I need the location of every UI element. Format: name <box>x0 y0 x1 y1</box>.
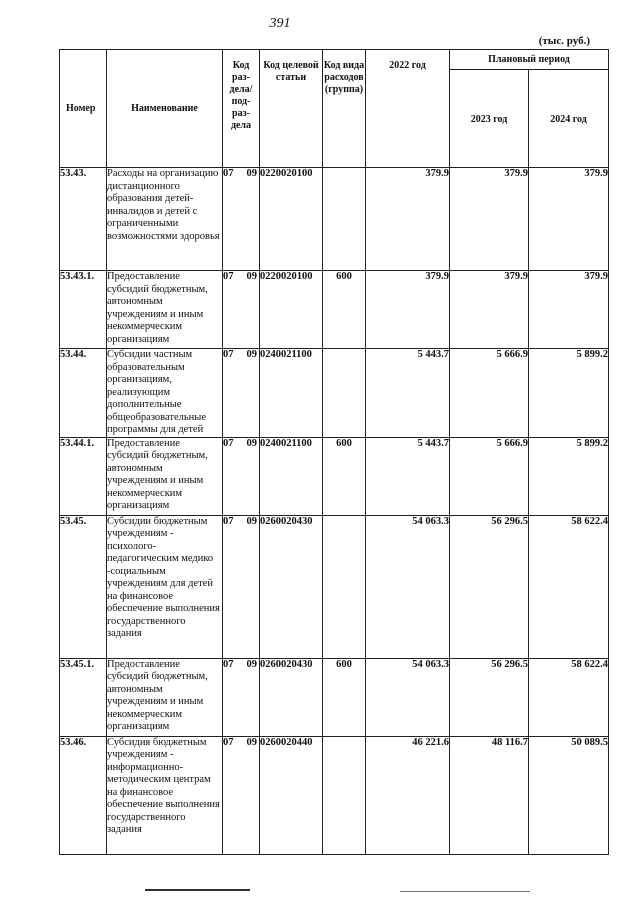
row-target-code: 0220020100 <box>260 168 323 271</box>
row-amount-2023: 5 666.9 <box>450 437 529 515</box>
row-amount-2023: 56 296.5 <box>450 515 529 658</box>
row-amount-2024: 379.9 <box>529 271 609 349</box>
subsection-code: 09 <box>246 515 257 527</box>
row-amount-2022: 54 063.3 <box>366 658 450 736</box>
row-amount-2024: 5 899.2 <box>529 437 609 515</box>
header-2023: 2023 год <box>450 70 529 168</box>
row-target-code: 0240021100 <box>260 437 323 515</box>
row-amount-2024: 50 089.5 <box>529 736 609 854</box>
row-section-code <box>223 658 260 736</box>
table-row <box>60 168 609 271</box>
row-number: 53.44. <box>60 349 107 438</box>
units-label: (тыс. руб.) <box>538 35 590 47</box>
subsection-code: 09 <box>246 658 257 670</box>
row-target-code: 0260020430 <box>260 515 323 658</box>
subsection-code: 09 <box>246 271 257 282</box>
row-number: 53.46. <box>60 736 107 854</box>
subsection-code: 09 <box>246 437 257 449</box>
row-target-code: 0240021100 <box>260 349 323 438</box>
row-name: Расходы на организацию дистанционного образования детей-инвалидов и детей с ограниченными возможностями здоровья <box>107 168 223 271</box>
row-amount-2023: 379.9 <box>450 271 529 349</box>
row-amount-2024: 58 622.4 <box>529 658 609 736</box>
footer-rule <box>145 889 250 891</box>
row-amount-2024: 379.9 <box>529 168 609 271</box>
header-kind: Код вида расходов (группа) <box>323 50 366 168</box>
row-amount-2022: 54 063.3 <box>366 515 450 658</box>
table-row <box>60 736 609 854</box>
row-section-code <box>223 349 260 438</box>
row-section-code <box>223 437 260 515</box>
header-target: Код целевой статьи <box>260 50 323 168</box>
section-code: 07 <box>223 658 234 670</box>
section-code: 07 <box>223 437 234 449</box>
row-amount-2023: 48 116.7 <box>450 736 529 854</box>
row-name: Субсидии бюджетным учреждениям - психолого-педагогическим медико -социальным учреждениям для детей на финансовое обеспечение выполнения государственного задания <box>107 515 223 658</box>
header-section: Код раз-дела/ под-раз-дела <box>223 50 260 168</box>
table-row <box>60 658 609 736</box>
header-name: Наименование <box>107 50 223 168</box>
row-name: Предоставление субсидий бюджетным, автономным учреждениям и иным некоммерческим организациям <box>107 658 223 736</box>
row-amount-2023: 5 666.9 <box>450 349 529 438</box>
header-2024: 2024 год <box>529 70 609 168</box>
row-expense-kind <box>323 515 366 658</box>
row-amount-2022: 5 443.7 <box>366 349 450 438</box>
section-code: 07 <box>223 168 234 179</box>
section-code: 07 <box>223 271 234 282</box>
row-target-code: 0220020100 <box>260 271 323 349</box>
section-code: 07 <box>223 349 234 360</box>
row-amount-2024: 58 622.4 <box>529 515 609 658</box>
table-row <box>60 349 609 438</box>
subsection-code: 09 <box>246 168 257 179</box>
row-amount-2024: 5 899.2 <box>529 349 609 438</box>
row-name: Субсидии частным образовательным организациям, реализующим дополнительные общеобразовательные программы для детей <box>107 349 223 438</box>
row-expense-kind <box>323 168 366 271</box>
row-expense-kind <box>323 349 366 438</box>
row-amount-2023: 379.9 <box>450 168 529 271</box>
table-row <box>60 515 609 658</box>
section-code: 07 <box>223 736 234 748</box>
row-name: Субсидия бюджетным учреждениям - информационно-методическим центрам на финансовое обеспечение выполнения государственного задания <box>107 736 223 854</box>
row-section-code <box>223 515 260 658</box>
table-row <box>60 271 609 349</box>
row-expense-kind <box>323 736 366 854</box>
row-number: 53.44.1. <box>60 437 107 515</box>
row-amount-2022: 5 443.7 <box>366 437 450 515</box>
row-amount-2023: 56 296.5 <box>450 658 529 736</box>
header-row-top <box>60 50 609 70</box>
row-number: 53.45. <box>60 515 107 658</box>
row-target-code: 0260020440 <box>260 736 323 854</box>
row-number: 53.43. <box>60 168 107 271</box>
subsection-code: 09 <box>246 736 257 748</box>
table-row <box>60 437 609 515</box>
row-section-code <box>223 168 260 271</box>
row-target-code: 0260020430 <box>260 658 323 736</box>
subsection-code: 09 <box>246 349 257 360</box>
row-name: Предоставление субсидий бюджетным, автономным учреждениям и иным некоммерческим организациям <box>107 437 223 515</box>
row-expense-kind: 600 <box>323 437 366 515</box>
row-section-code <box>223 736 260 854</box>
row-section-code <box>223 271 260 349</box>
budget-table <box>59 49 609 855</box>
header-2022: 2022 год <box>366 50 450 168</box>
row-amount-2022: 46 221.6 <box>366 736 450 854</box>
row-amount-2022: 379.9 <box>366 168 450 271</box>
row-amount-2022: 379.9 <box>366 271 450 349</box>
footer-rule-faint <box>400 891 530 892</box>
section-code: 07 <box>223 515 234 527</box>
row-expense-kind: 600 <box>323 271 366 349</box>
row-number: 53.43.1. <box>60 271 107 349</box>
row-expense-kind: 600 <box>323 658 366 736</box>
header-planned-period: Плановый период <box>450 50 609 70</box>
header-number: Номер <box>60 50 107 168</box>
page-number: 391 <box>269 16 291 31</box>
row-number: 53.45.1. <box>60 658 107 736</box>
row-name: Предоставление субсидий бюджетным, автономным учреждениям и иным некоммерческим организациям <box>107 271 223 349</box>
